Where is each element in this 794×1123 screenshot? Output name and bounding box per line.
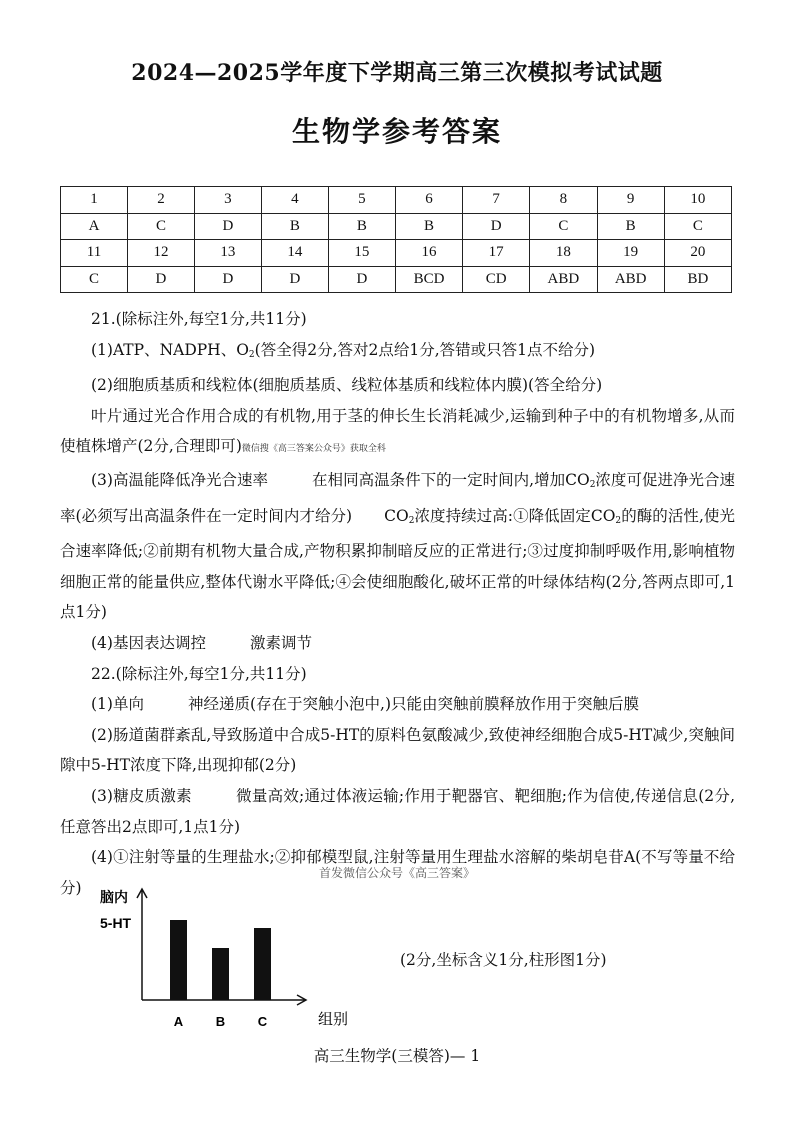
- chart-scoring-note: (2分,坐标含义1分,柱形图1分): [400, 951, 607, 969]
- question-number-cell: 6: [395, 187, 462, 214]
- answer-table-row: [61, 213, 732, 240]
- answer-cell: BD: [664, 266, 731, 293]
- answer-cell: D: [261, 266, 328, 293]
- question-number-cell: 8: [530, 187, 597, 214]
- answer-cell: B: [328, 213, 395, 240]
- y-axis-label-2: 5-HT: [100, 915, 132, 931]
- x-axis-label: 组别: [318, 1010, 349, 1028]
- question-number-cell: 18: [530, 240, 597, 267]
- question-number-cell: 10: [664, 187, 731, 214]
- answer-cell: D: [328, 266, 395, 293]
- answer-cell: C: [664, 213, 731, 240]
- answer-cell: A: [61, 213, 128, 240]
- answer-cell: ABD: [597, 266, 664, 293]
- bar-C: [254, 928, 271, 1000]
- question-number-cell: 3: [194, 187, 261, 214]
- question-number-cell: 11: [61, 240, 128, 267]
- q22-part2: (2)肠道菌群紊乱,导致肠道中合成5-HT的原料色氨酸减少,致使神经细胞合成5-HT减少,突触间隙中5-HT浓度下降,出现抑郁(2分): [60, 725, 735, 775]
- bar-chart: [94, 882, 374, 1032]
- answer-cell: ABD: [530, 266, 597, 293]
- q21-part2-explanation: 叶片通过光合作用合成的有机物,用于茎的伸长生长消耗减少,运输到种子中的有机物增多,从而使植株增产(2分,合理即可)微信搜《高三答案公众号》获取全科: [60, 406, 735, 456]
- question-number-cell: 16: [395, 240, 462, 267]
- question-number-cell: 12: [127, 240, 194, 267]
- answer-cell: CD: [463, 266, 530, 293]
- question-number-cell: 1: [61, 187, 128, 214]
- watermark-text: 首发微信公众号《高三答案》: [318, 866, 475, 880]
- x-tick-label-B: B: [215, 1014, 226, 1029]
- question-number-cell: 5: [328, 187, 395, 214]
- question-number-cell: 17: [463, 240, 530, 267]
- bar-A: [170, 920, 187, 1000]
- question-number-cell: 7: [463, 187, 530, 214]
- answer-cell: C: [127, 213, 194, 240]
- answer-cell: C: [530, 213, 597, 240]
- answer-cell: C: [61, 266, 128, 293]
- answer-body: [60, 304, 735, 903]
- answer-cell: BCD: [395, 266, 462, 293]
- q21-part2: (2)细胞质基质和线粒体(细胞质基质、线粒体基质和线粒体内膜)(答全给分): [91, 376, 603, 395]
- q22-part3: (3)糖皮质激素 微量高效;通过体液运输;作用于靶器官、靶细胞;作为信使,传递信息(2分,任意答出2点即可,1点1分): [60, 786, 735, 836]
- x-tick-label-C: C: [257, 1014, 268, 1029]
- answer-cell: D: [127, 266, 194, 293]
- question-number-cell: 2: [127, 187, 194, 214]
- answer-cell: B: [597, 213, 664, 240]
- answer-cell: D: [194, 266, 261, 293]
- x-tick-label-A: A: [173, 1014, 184, 1029]
- question-number-cell: 20: [664, 240, 731, 267]
- page-footer: 高三生物学(三模答)— 1: [313, 1047, 481, 1065]
- q21-part1: (1)ATP、NADPH、$O_2$(答全得2分,答对2点给1分,答错或只答1点不给分): [91, 340, 596, 360]
- exam-title: 2024—2025学年度下学期高三第三次模拟考试试题: [131, 60, 663, 86]
- answer-cell: B: [395, 213, 462, 240]
- answer-table: [60, 186, 732, 293]
- question-number-cell: 15: [328, 240, 395, 267]
- q22-part1: (1)单向 神经递质(存在于突触小泡中,)只能由突触前膜释放作用于突触后膜: [91, 695, 639, 714]
- question-number-cell: 14: [261, 240, 328, 267]
- q21-part4: (4)基因表达调控 激素调节: [91, 633, 312, 652]
- answer-cell: D: [194, 213, 261, 240]
- answer-table-row: [61, 187, 732, 214]
- question-number-cell: 13: [194, 240, 261, 267]
- question-number-cell: 4: [261, 187, 328, 214]
- q21-part3: (3)高温能降低净光合速率 在相同高温条件下的一定时间内,增加$CO_2$浓度可促进净光合速率(必须写出高温条件在一定时间内才给分) $CO_2$浓度持续过高:①降低固定$CO_2$的酶的活性,使光合速率降低;②前期有机物大量合成,产物积累抑制暗反应的正常进行;③过度抑制呼吸作用,影响植物细胞正常的能量供应,整体代谢水平降低;④会使细胞酸化,破坏正常的叶绿体结构(2分,答两点即可,1点1分): [60, 470, 735, 622]
- wechat-note: 微信搜《高三答案公众号》获取全科: [241, 444, 386, 455]
- bar-B: [212, 948, 229, 1000]
- question-number-cell: 19: [597, 240, 664, 267]
- answer-cell: D: [463, 213, 530, 240]
- q22-part4: (4)①注射等量的生理盐水;②抑郁模型鼠,注射等量用生理盐水溶解的柴胡皂苷A(不写等量不给分): [60, 848, 735, 897]
- answer-table-row: [61, 266, 732, 293]
- q21-heading: 21.(除标注外,每空1分,共11分): [91, 310, 307, 328]
- q22-heading: 22.(除标注外,每空1分,共11分): [91, 664, 307, 683]
- question-number-cell: 9: [597, 187, 664, 214]
- y-axis-label-1: 脑内: [100, 889, 128, 905]
- answer-table-row: [61, 240, 732, 267]
- answer-cell: B: [261, 213, 328, 240]
- answer-key-title: 生物学参考答案: [291, 115, 502, 148]
